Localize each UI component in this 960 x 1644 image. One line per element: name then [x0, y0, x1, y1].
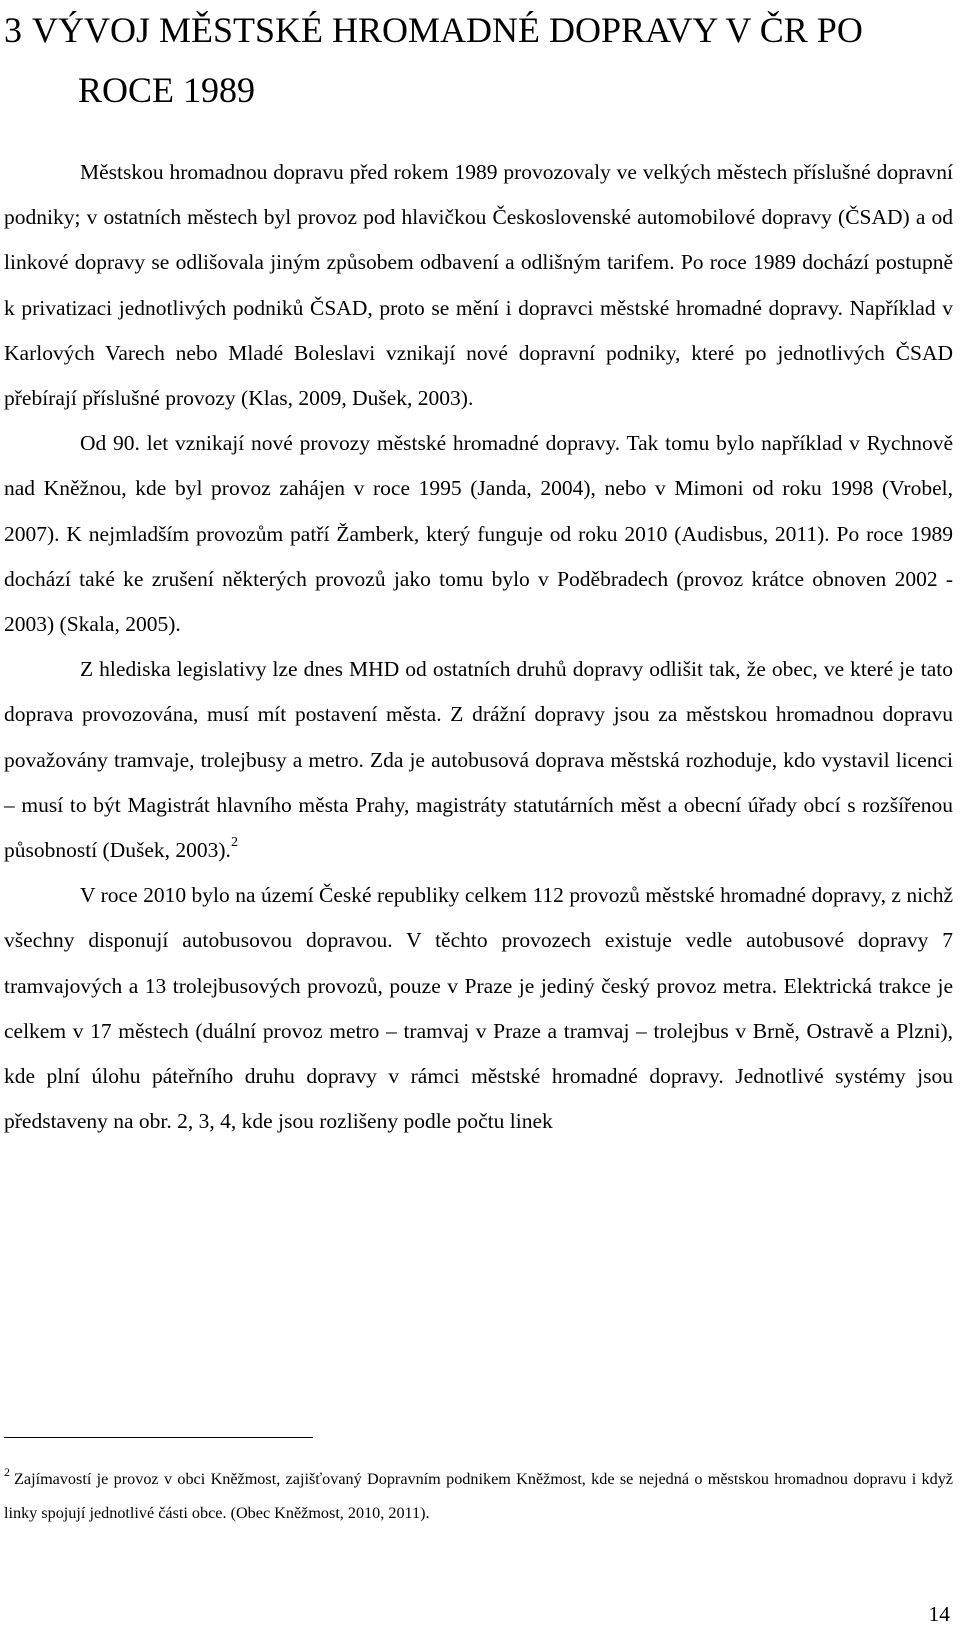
chapter-number: 3	[4, 10, 22, 50]
body-text	[4, 150, 953, 1144]
paragraph-3-text: Z hlediska legislativy lze dnes MHD od ostatních druhů dopravy odlišit tak, že obec, ve které je tato doprava provozována, musí mít postavení města. Z drážní dopravy jsou za městskou hromadnou dopravu považovány tramvaje, trolejbusy a metro. Zda je autobusová doprava městská rozhoduje, kdo vystavil licenci – musí to být Magistrát hlavního města Prahy, magistráty statutárních měst a obecní úřady obcí s rozšířenou působností (Dušek, 2003).	[4, 657, 953, 863]
footnote-separator	[4, 1437, 313, 1438]
chapter-title-line1: VÝVOJ MĚSTSKÉ HROMADNÉ DOPRAVY V ČR PO	[32, 10, 863, 50]
footnote-reference[interactable]: 2	[230, 835, 238, 851]
chapter-heading	[4, 0, 944, 120]
page-number: 14	[928, 1602, 950, 1626]
footnote	[4, 1462, 953, 1530]
paragraph-1	[4, 150, 953, 421]
footnote-text: Zajímavostí je provoz v obci Kněžmost, zajišťovaný Dopravním podnikem Kněžmost, kde se nejedná o městskou hromadnou dopravu i když linky spojují jednotlivé části obce. (Obec Kněžmost, 2010, 2011).	[4, 1470, 953, 1522]
chapter-title-line2: ROCE 1989	[78, 70, 256, 110]
paragraph-3	[4, 647, 953, 873]
paragraph-1-text: Městskou hromadnou dopravu před rokem 1989 provozovaly ve velkých městech příslušné dopravní podniky; v ostatních městech byl provoz pod hlavičkou Československé automobilové dopravy (ČSAD) a od linkové dopravy se odlišovala jiným způsobem odbavení a odlišným tarifem. Po roce 1989 dochází postupně k privatizaci jednotlivých podniků ČSAD, proto se mění i dopravci městské hromadné dopravy. Například v Karlových Varech nebo Mladé Boleslavi vznikají nové dopravní podniky, které po jednotlivých ČSAD přebírají příslušné provozy (Klas, 2009, Dušek, 2003).	[4, 160, 953, 411]
paragraph-2	[4, 421, 953, 647]
paragraph-2-text: Od 90. let vznikají nové provozy městské hromadné dopravy. Tak tomu bylo například v Rychnově nad Kněžnou, kde byl provoz zahájen v roce 1995 (Janda, 2004), nebo v Mimoni od roku 1998 (Vrobel, 2007). K nejmladším provozům patří Žamberk, který funguje od roku 2010 (Audisbus, 2011). Po roce 1989 dochází také ke zrušení některých provozů jako tomu bylo v Poděbradech (provoz krátce obnoven 2002 - 2003) (Skala, 2005).	[4, 431, 953, 637]
footnote-marker: 2	[4, 1465, 10, 1479]
paragraph-4	[4, 873, 953, 1144]
paragraph-4-text: V roce 2010 bylo na území České republiky celkem 112 provozů městské hromadné dopravy, z nichž všechny disponují autobusovou dopravou. V těchto provozech existuje vedle autobusové dopravy 7 tramvajových a 13 trolejbusových provozů, pouze v Praze je jediný český provoz metra. Elektrická trakce je celkem v 17 městech (duální provoz metro – tramvaj v Praze a tramvaj – trolejbus v Brně, Ostravě a Plzni), kde plní úlohu páteřního druhu dopravy v rámci městské hromadné dopravy. Jednotlivé systémy jsou představeny na obr. 2, 3, 4, kde jsou rozlišeny podle počtu linek	[4, 883, 953, 1134]
